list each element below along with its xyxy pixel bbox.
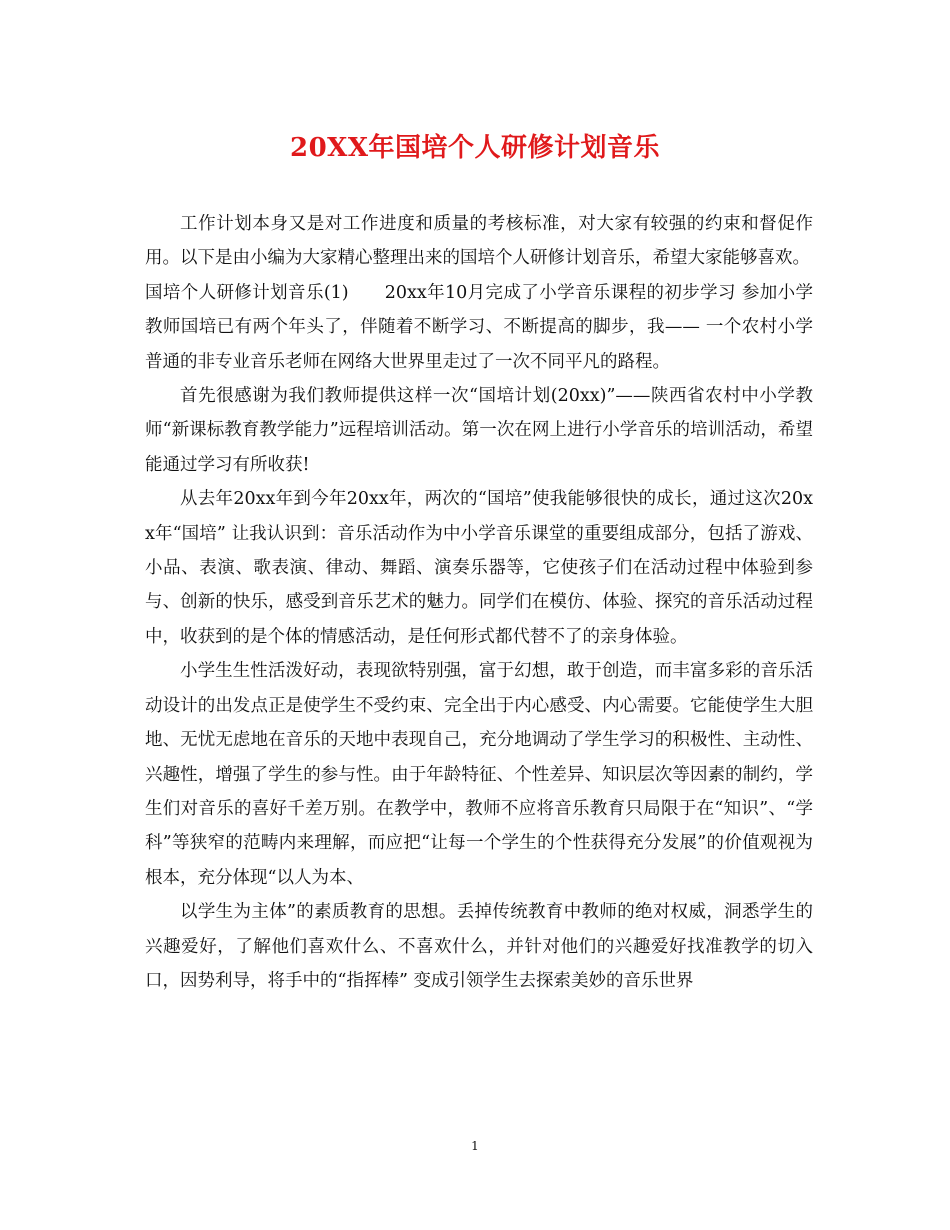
paragraph-student-subject: 以学生为主体”的素质教育的思想。丢掉传统教育中教师的绝对权威，洞悉学生的兴趣爱好，了解他们喜欢什么、不喜欢什么，并针对他们的兴趣爱好找准教学的切入口，因势利导，将手中的“指挥棒” 变成引领学生去探索美妙的音乐世界 — [145, 902, 813, 991]
paragraph-growth: 从去年20xx年到今年20xx年，两次的“国培”使我能够很快的成长，通过这次20xx年“国培” 让我认识到：音乐活动作为中小学音乐课堂的重要组成部分，包括了游戏、小品、表演、歌表演、律动、舞蹈、演奏乐器等，它使孩子们在活动过程中体验到参与、创新的快乐，感受到音乐艺术的魅力。同学们在模仿、体验、探究的音乐活动过程中，收获到的是个体的情感活动，是任何形式都代替不了的亲身体验。 — [145, 489, 813, 647]
paragraph-intro: 工作计划本身又是对工作进度和质量的考核标准，对大家有较强的约束和督促作用。以下是由小编为大家精心整理出来的国培个人研修计划音乐，希望大家能够喜欢。 — [145, 214, 813, 269]
paragraph-students: 小学生生性活泼好动，表现欲特别强，富于幻想，敢于创造，而丰富多彩的音乐活动设计的出发点正是使学生不受约束、完全出于内心感受、内心需要。它能使学生大胆地、无忧无虑地在音乐的天地中表现自己，充分地调动了学生学习的积极性、主动性、兴趣性，增强了学生的参与性。由于年龄特征、个性差异、知识层次等因素的制约，学生们对音乐的喜好千差万别。在教学中，教师不应将音乐教育只局限于在“知识”、“学科”等狭窄的范畴内来理解，而应把“让每一个学生的个性获得充分发展”的价值观视为根本，充分体现“以人为本、 — [145, 661, 813, 888]
paragraph-plan-1: 国培个人研修计划音乐(1) 20xx年10月完成了小学音乐课程的初步学习 参加小学教师国培已有两个年头了，伴随着不断学习、不断提高的脚步，我—— 一个农村小学普通的非专业音乐老师在网络大世界里走过了一次不同平凡的路程。 — [145, 282, 813, 372]
paragraph-thanks: 首先很感谢为我们教师提供这样一次“国培计划(20xx)”——陕西省农村中小学教师“新课标教育教学能力”远程培训活动。第一次在网上进行小学音乐的培训活动，希望能通过学习有所收获! — [145, 386, 813, 475]
document-body — [145, 207, 813, 998]
document-title: 20XX年国培个人研修计划音乐 — [289, 133, 661, 163]
page-number: 1 — [471, 1139, 479, 1153]
